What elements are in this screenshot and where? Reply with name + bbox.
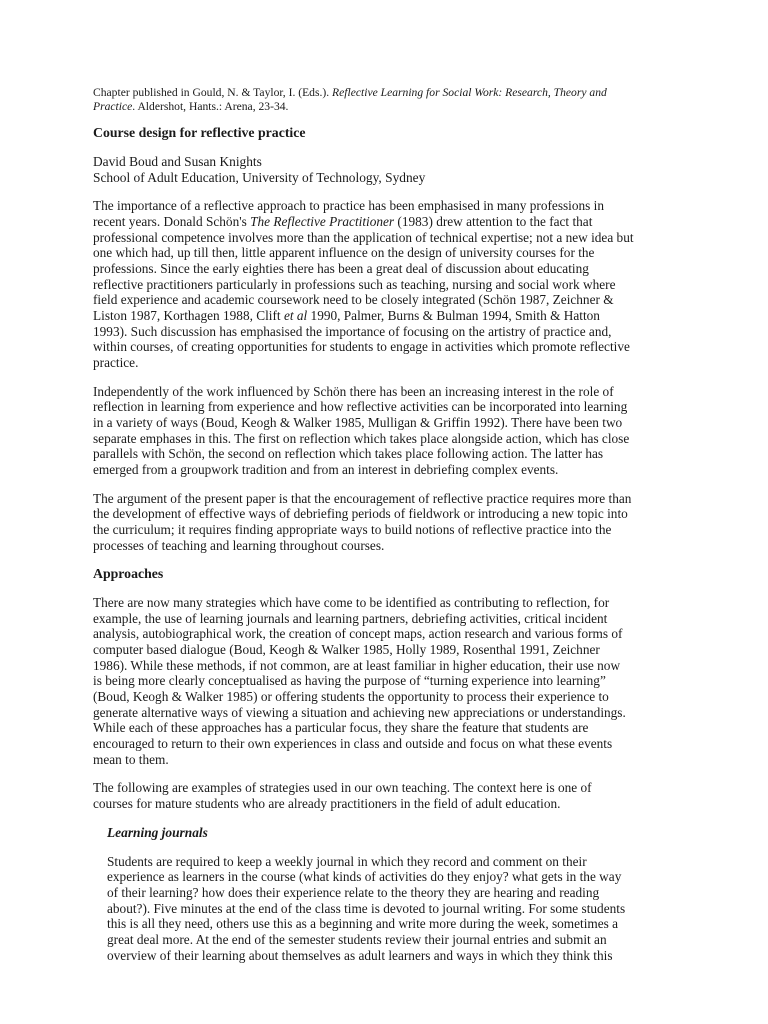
text-line: Students are required to keep a weekly journal in which they record and comment on their — [107, 853, 587, 869]
citation-book-title: Reflective Learning for Social Work: Research, Theory and — [332, 86, 607, 99]
text-line: great deal more. At the end of the semester students review their journal entries and submit an — [107, 931, 607, 947]
text-line: The following are examples of strategies used in our own teaching. The context here is one of — [93, 780, 592, 796]
text-line: is being more clearly conceptualised as having the purpose of “turning experience into learning” — [93, 673, 606, 689]
paragraph-argument — [93, 491, 678, 554]
page-content — [93, 86, 678, 976]
paragraph-journals — [107, 854, 678, 964]
citation-book-title-cont: Practice — [93, 99, 133, 113]
text-line: generate alternative ways of viewing a situation and achieving new appreciations or understandings. — [93, 704, 626, 720]
paragraph-strategies — [93, 595, 678, 767]
text-line: the curriculum; it requires finding appropriate ways to build notions of reflective practice into the — [93, 521, 612, 537]
text-line: overview of their learning about themselves as adult learners and ways in which they think this — [107, 947, 613, 963]
text-line: reflection in learning from experience and how reflective activities can be incorporated into learning — [93, 399, 628, 415]
text-run: 1990, Palmer, Burns & Bulman 1994, Smith & Hatton — [307, 307, 600, 323]
et-al: et al — [283, 307, 308, 323]
paragraph-reflection — [93, 384, 678, 478]
text-run: Liston 1987, Korthagen 1988, Clift — [93, 307, 284, 323]
text-line: 1986). While these methods, if not common, are at least familiar in higher education, their use now — [93, 657, 621, 673]
citation-line-2 — [93, 100, 678, 114]
text-line: analysis, autobiographical work, the creation of concept maps, action research and various forms of — [93, 626, 623, 642]
paper-title: Course design for reflective practice — [93, 125, 306, 141]
text-line: experience as learners in the course (what kinds of activities do they enjoy? what gets in the way — [107, 869, 622, 885]
text-line: example, the use of learning journals and learning partners, debriefing activities, critical incident — [93, 610, 608, 626]
text-line: The argument of the present paper is that the encouragement of reflective practice requires more than — [93, 490, 632, 506]
subsection-heading-learning-journals: Learning journals — [107, 824, 208, 840]
text-line: mean to them. — [93, 751, 169, 767]
text-line: There are now many strategies which have come to be identified as contributing to reflection, for — [93, 595, 610, 611]
text-line: processes of teaching and learning throughout courses. — [93, 537, 385, 553]
text-line: The importance of a reflective approach to practice has been emphasised in many professions in — [93, 198, 604, 214]
text-line: encouraged to return to their own experiences in class and outside and focus on what these events — [93, 736, 613, 752]
text-line: of their learning? how does their experience relate to the theory they are hearing and reading — [107, 885, 600, 900]
text-line: professional competence involves more than the application of technical expertise; not a new idea but — [93, 229, 634, 245]
text-run: recent years. Donald Schön's — [93, 214, 251, 230]
text-run: (1983) drew attention to the fact that — [394, 214, 593, 230]
citation-line-1 — [93, 86, 678, 100]
text-line: practice. — [93, 354, 139, 370]
text-line: the development of effective ways of debriefing periods of fieldwork or introducing a new topic into — [93, 506, 628, 522]
text-line: field experience and academic coursework need to be closely integrated (Schön 1987, Zeichner & — [93, 292, 614, 308]
text-line — [93, 308, 678, 324]
paragraph-intro — [93, 198, 678, 370]
text-line: about?). Five minutes at the end of the class time is devoted to journal writing. For some students — [107, 900, 626, 916]
text-line: professions. Since the early eighties there has been a great deal of discussion about educating — [93, 261, 589, 276]
text-line: (Boud, Keogh & Walker 1985) or offering students the opportunity to process their experience to — [93, 689, 609, 705]
author-names: David Boud and Susan Knights — [93, 154, 262, 170]
citation-tail: . Aldershot, Hants.: Arena, 23-34. — [132, 99, 289, 113]
citation — [93, 86, 678, 113]
author-affiliation: School of Adult Education, University of Technology, Sydney — [93, 169, 426, 185]
text-line: in a variety of ways (Boud, Keogh & Walker 1985, Mulligan & Griffin 1992). There have been two — [93, 414, 623, 430]
book-title-ref: The Reflective Practitioner — [250, 214, 395, 230]
text-line: reflective practitioners particularly in professions such as teaching, nursing and social work where — [93, 276, 616, 292]
section-heading-approaches: Approaches — [93, 566, 164, 582]
text-line: separate emphases in this. The first on reflection which takes place alongside action, which has close — [93, 430, 630, 446]
citation-lead: Chapter published in Gould, N. & Taylor, I. (Eds.). — [93, 86, 333, 99]
text-line: one which had, up till then, little apparent influence on the design of university courses for the — [93, 245, 595, 261]
text-line: While each of these approaches has a particular focus, they share the feature that students are — [93, 720, 589, 736]
text-line: parallels with Schön, the second on reflection which takes place following action. The latter has — [93, 446, 604, 462]
text-line — [93, 214, 678, 230]
text-line: 1993). Such discussion has emphasised the importance of focusing on the artistry of practice and, — [93, 323, 612, 339]
text-line: within courses, of creating opportunities for students to engage in activities which promote reflective — [93, 339, 630, 355]
text-line: this is all they need, others use this as a beginning and write more during the week, sometimes a — [107, 916, 619, 932]
text-line: Independently of the work influenced by Schön there has been an increasing interest in the role of — [93, 383, 614, 399]
text-line: computer based dialogue (Boud, Keogh & Walker 1985, Holly 1989, Rosenthal 1991, Zeichner — [93, 642, 600, 658]
text-line: courses for mature students who are already practitioners in the field of adult education. — [93, 796, 561, 812]
paragraph-examples — [93, 780, 678, 811]
author-block — [93, 154, 678, 185]
text-line: emerged from a groupwork tradition and from an interest in debriefing complex events. — [93, 461, 559, 477]
